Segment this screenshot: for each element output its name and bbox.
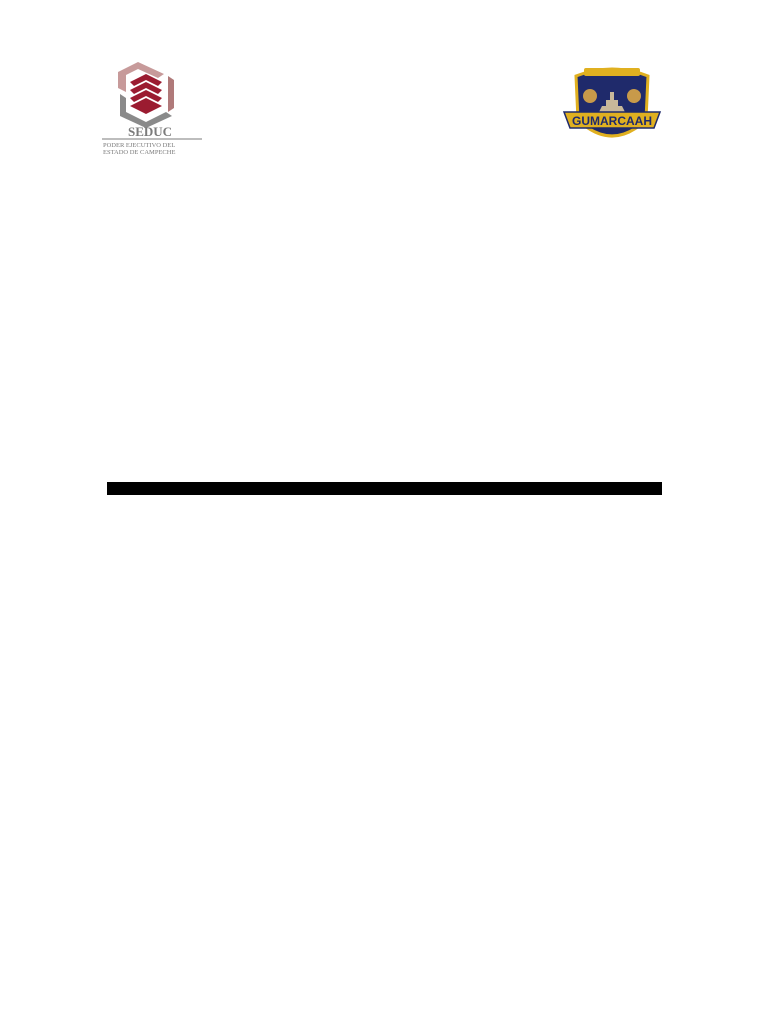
- table-row: [108, 494, 662, 495]
- svg-text:GUMARCAAH: GUMARCAAH: [572, 114, 652, 128]
- schedule-table: [107, 482, 662, 495]
- responsible-cell: [385, 494, 662, 495]
- seduc-logo: [98, 58, 206, 160]
- svg-text:PODER EJECUTIVO DEL: PODER EJECUTIVO DEL: [103, 142, 176, 149]
- svg-text:SEDUC: SEDUC: [128, 124, 173, 139]
- month-cell: [108, 494, 385, 495]
- school-ct-line: [200, 91, 580, 109]
- svg-text:ESTADO DE CAMPECHE: ESTADO DE CAMPECHE: [103, 149, 176, 156]
- seduc-emblem-icon: [98, 58, 206, 160]
